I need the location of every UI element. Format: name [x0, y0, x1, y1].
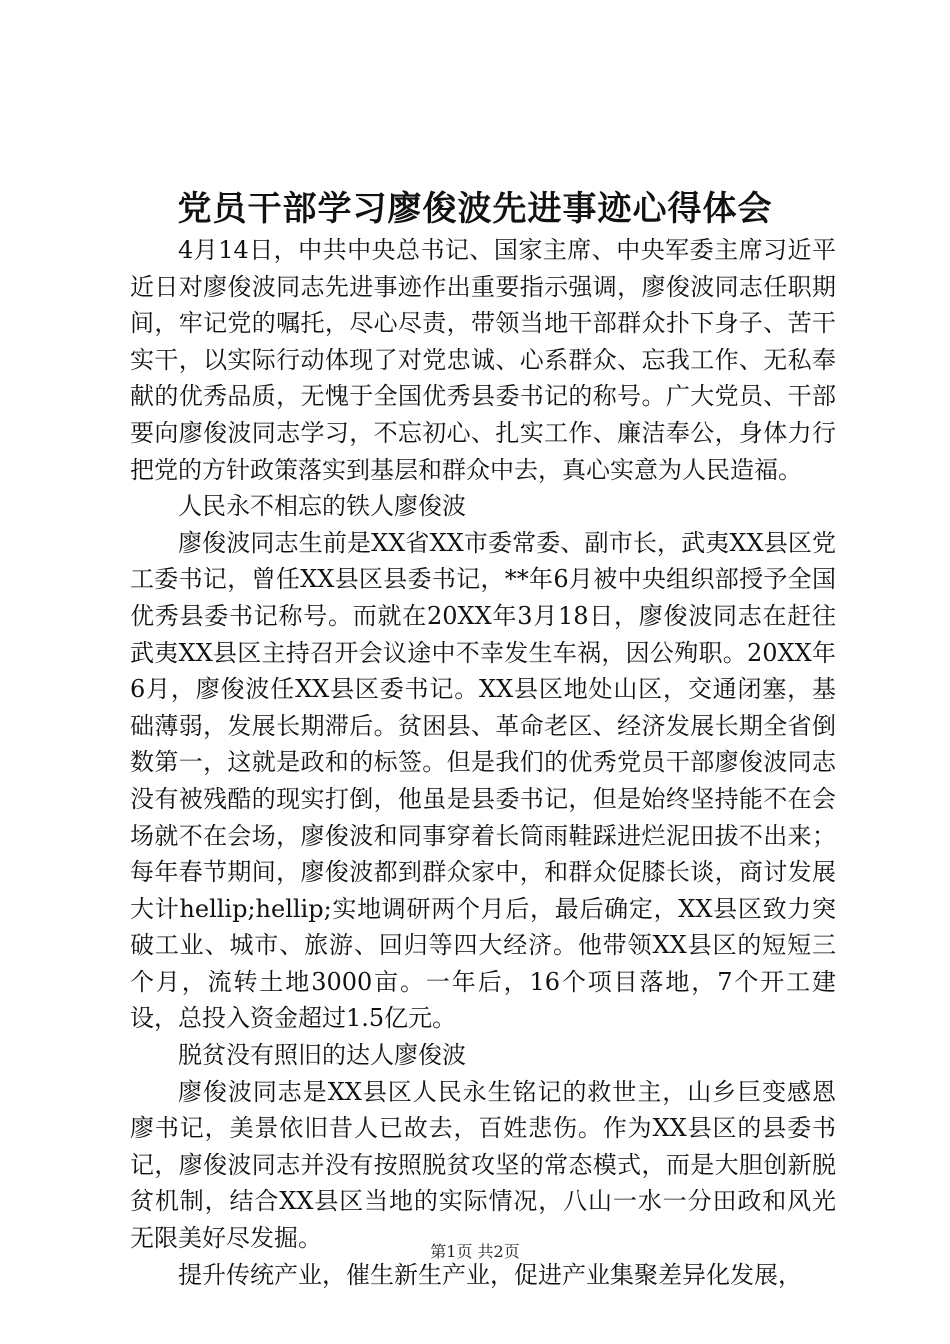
paragraph-section-2: 廖俊波同志是XX县区人民永生铭记的救世主，山乡巨变感恩廖书记，美景依旧昔人已故去，百姓悲伤。作为XX县区的县委书记，廖俊波同志并没有按照脱贫攻坚的常态模式，而是大胆创新脱贫机制，结合XX县区当地的实际情况，八山一水一分田政和风光无限美好尽发掘。: [130, 1077, 836, 1253]
paragraph-section-1: 廖俊波同志生前是XX省XX市委常委、副市长，武夷XX县区党工委书记，曾任XX县区县委书记，**年6月被中央组织部授予全国优秀县委书记称号。而就在20XX年3月18日，廖俊波同志在赶往武夷XX县区主持召开会议途中不幸发生车祸，因公殉职。20XX年6月，廖俊波任XX县区委书记。XX县区地处山区，交通闭塞，基础薄弱，发展长期滞后。贫困县、革命老区、经济发展长期全省倒数第一，这就是政和的标签。但是我们的优秀党员干部廖俊波同志没有被残酷的现实打倒，他虽是县委书记，但是始终坚持能不在会场就不在会场，廖俊波和同事穿着长筒雨鞋踩进烂泥田拔不出来；每年春节期间，廖俊波都到群众家中，和群众促膝长谈，商讨发展大计hellip;hellip;实地调研两个月后，最后确定，XX县区致力突破工业、城市、旅游、回归等四大经济。他带领XX县区的短短三个月，流转土地3000亩。一年后，16个项目落地，7个开工建设，总投入资金超过1.5亿元。: [130, 528, 836, 1033]
section-heading-1: 人民永不相忘的铁人廖俊波: [178, 492, 466, 521]
paragraph-continued: 提升传统产业，催生新生产业，促进产业集聚差异化发展，: [178, 1260, 802, 1289]
document-title: 党员干部学习廖俊波先进事迹心得体会: [177, 189, 773, 229]
page-number-footer: 第1页 共2页: [430, 1242, 520, 1261]
document-body: [130, 232, 836, 1293]
paragraph-intro: 4月14日，中共中央总书记、国家主席、中央军委主席习近平近日对廖俊波同志先进事迹作出重要指示强调，廖俊波同志任职期间，牢记党的嘱托，尽心尽责，带领当地干部群众扑下身子、苦干实干，以实际行动体现了对党忠诚、心系群众、忘我工作、无私奉献的优秀品质，无愧于全国优秀县委书记的称号。广大党员、干部要向廖俊波同志学习，不忘初心、扎实工作、廉洁奉公，身体力行把党的方针政策落实到基层和群众中去，真心实意为人民造福。: [130, 236, 836, 484]
section-heading-2: 脱贫没有照旧的达人廖俊波: [178, 1041, 466, 1070]
